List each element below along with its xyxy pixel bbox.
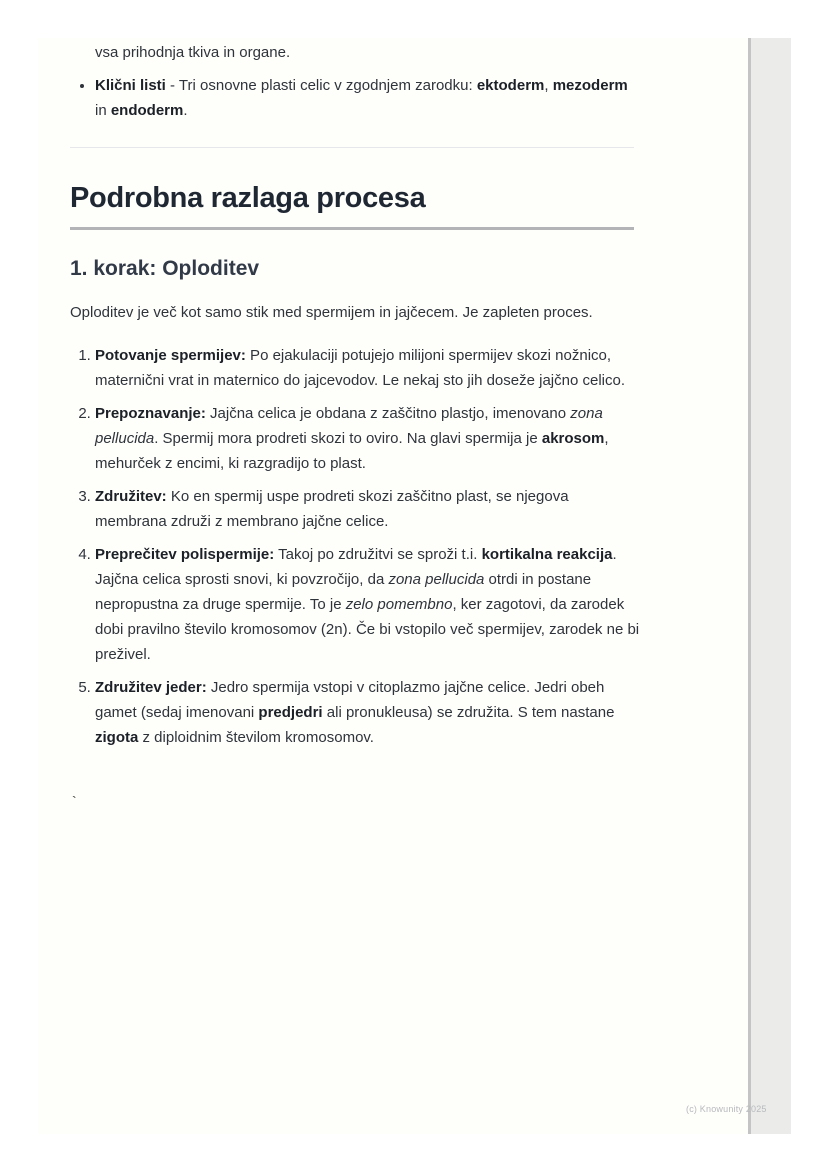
copyright-footer: (c) Knowunity 2025	[686, 1104, 767, 1114]
intro-paragraph: Oploditev je več kot samo stik med spermijem in jajčecem. Je zapleten proces.	[70, 304, 593, 321]
list-item: 5. Združitev jeder: Jedro spermija vstopi v citoplazmo jajčne celice. Jedri obeh gamet (sedaj imenovani predjedri ali pronukleusa) se združita. S tem nastane zigota z diploidnim številom kromosomov.	[95, 675, 640, 750]
continued-text: vsa prihodnja tkiva in organe.	[95, 44, 291, 61]
step-term: Potovanje spermijev:	[95, 347, 246, 364]
section-title: Podrobna razlaga procesa	[70, 182, 426, 214]
page-side-margin	[748, 38, 791, 1134]
section-divider	[70, 147, 634, 148]
process-steps-list	[70, 343, 640, 758]
definition-list	[70, 73, 640, 123]
heading-underline	[70, 227, 634, 230]
list-item: 4. Preprečitev polispermije: Takoj po združitvi se sproži t.i. kortikalna reakcija. Jajčna celica sprosti snovi, ki povzročijo, da zona pellucida otrdi in postane nepropustna za druge spermije. To je zelo pomembno, ker zagotovi, da zarodek dobi pravilno število kromosomov (2n). Če bi vstopilo več spermijev, zarodek ne bi preživel.	[95, 542, 640, 667]
list-item: 2. Prepoznavanje: Jajčna celica je obdana z zaščitno plastjo, imenovano zona pellucida. Spermij mora prodreti skozi to oviro. Na glavi spermija je akrosom, mehurček z encimi, ki razgradijo to plast.	[95, 401, 640, 476]
subsection-title: 1. korak: Oploditev	[70, 257, 260, 280]
list-item: • Klični listi - Tri osnovne plasti celic v zgodnjem zarodku: ektoderm, mezoderm in endoderm.	[95, 73, 640, 123]
step-term: Prepoznavanje:	[95, 405, 206, 422]
step-term: Preprečitev polispermije:	[95, 546, 275, 563]
step-term: Združitev:	[95, 488, 167, 505]
list-item: 1. Potovanje spermijev: Po ejakulaciji potujejo milijoni spermijev skozi nožnico, maternični vrat in maternico do jajcevodov. Le nekaj sto jih doseže jajčno celico.	[95, 343, 640, 393]
stray-mark: `	[72, 793, 77, 809]
document-page	[38, 38, 748, 1134]
term: Klični listi	[95, 77, 166, 94]
list-item: 3. Združitev: Ko en spermij uspe prodreti skozi zaščitno plast, se njegova membrana združi z membrano jajčne celice.	[95, 484, 640, 534]
step-term: Združitev jeder:	[95, 679, 207, 696]
